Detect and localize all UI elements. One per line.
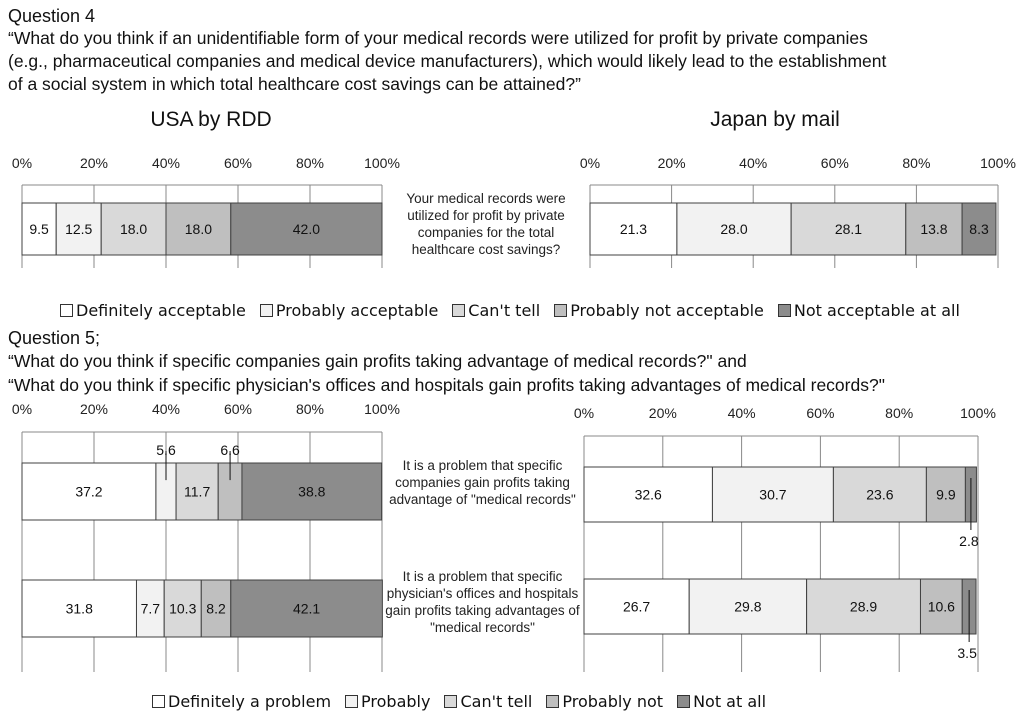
data-label: 3.5 [957, 645, 977, 661]
data-label: 32.6 [634, 486, 662, 503]
tick-label: 80% [295, 155, 325, 171]
tick-label: 60% [806, 405, 835, 421]
data-label: 18.0 [119, 221, 148, 237]
legend-label: Definitely acceptable [76, 301, 246, 320]
legend-label: Probably not [562, 692, 664, 711]
data-label: 9.5 [29, 221, 49, 237]
q5-left-chart [12, 401, 400, 672]
data-label: 26.7 [622, 598, 651, 615]
usa-chart [12, 155, 400, 268]
data-label: 12.5 [65, 221, 93, 237]
data-label: 2.8 [959, 533, 979, 549]
question-4-text-line-2: (e.g., pharmaceutical companies and medical device manufacturers), which would likely lead to the establishment [8, 51, 887, 71]
tick-label: 40% [739, 155, 768, 171]
data-label: 28.9 [849, 598, 878, 615]
question-4-title: Question 4 [8, 6, 96, 26]
tick-label: 20% [79, 401, 109, 417]
q4-category-label: Your medical records were utilized for profit by private companies for the total healthcare cost savings? [406, 191, 566, 257]
legend-label: Can't tell [468, 301, 541, 320]
tick-label: 60% [223, 401, 253, 417]
tick-label: 20% [657, 155, 686, 171]
data-label: 28.0 [720, 221, 748, 237]
tick-label: 20% [648, 405, 677, 421]
data-label: 10.3 [169, 600, 197, 617]
tick-label: 0% [11, 401, 33, 417]
data-label: 30.7 [759, 486, 787, 503]
tick-label: 0% [573, 405, 595, 421]
data-label: 11.7 [184, 483, 211, 500]
data-label: 8.3 [969, 221, 989, 237]
tick-label: 80% [295, 401, 325, 417]
q5-category-label-hospitals: It is a problem that specific physician's offices and hospitals gain profits taking advantages of "medical records" [385, 569, 580, 635]
tick-label: 40% [727, 405, 756, 421]
data-label: 7.7 [140, 600, 161, 617]
tick-label: 100% [364, 155, 400, 171]
data-label: 21.3 [619, 221, 648, 237]
data-label: 31.8 [65, 600, 93, 617]
legend-label: Probably not acceptable [570, 301, 764, 320]
data-label: 38.8 [298, 483, 326, 500]
tick-label: 60% [820, 155, 849, 171]
tick-label: 0% [11, 155, 33, 171]
tick-label: 20% [79, 155, 109, 171]
question-5-title: Question 5; [8, 328, 101, 348]
legend-label: Can't tell [460, 692, 533, 711]
tick-label: 100% [960, 405, 996, 421]
chart-title-japan: Japan by mail [710, 108, 840, 131]
data-label: 42.1 [292, 600, 321, 617]
legend-label: Not at all [693, 692, 767, 711]
legend-label: Not acceptable at all [793, 301, 960, 320]
chart-title-usa: USA by RDD [150, 108, 272, 131]
q5-category-label-companies: It is a problem that specific companies gain profits taking advantage of "medical records" [389, 458, 576, 507]
data-label: 29.8 [734, 598, 762, 615]
question-5-text-line-2: “What do you think if specific physician's offices and hospitals gain profits taking advantages of medical records?" [8, 375, 885, 395]
tick-label: 0% [579, 155, 601, 171]
data-label: 18.0 [184, 221, 213, 237]
data-label: 6.6 [220, 442, 240, 458]
legend-label: Probably acceptable [275, 301, 439, 320]
tick-label: 40% [151, 155, 181, 171]
data-label: 13.8 [920, 221, 948, 237]
data-label: 23.6 [866, 486, 894, 503]
tick-label: 40% [151, 401, 181, 417]
q5-right-chart [574, 405, 996, 672]
tick-label: 80% [902, 155, 931, 171]
question-5-text-line-1: “What do you think if specific companies gain profits taking advantage of medical records?" and [8, 351, 747, 371]
data-label: 28.1 [834, 221, 863, 237]
data-label: 9.9 [936, 486, 956, 503]
tick-label: 100% [980, 155, 1016, 171]
legend-label: Probably [361, 692, 431, 711]
tick-label: 60% [223, 155, 253, 171]
data-label: 5.6 [156, 442, 176, 458]
tick-label: 100% [364, 401, 400, 417]
data-label: 10.6 [927, 598, 955, 615]
data-label: 8.2 [206, 600, 226, 617]
question-4-text-line-3: of a social system in which total healthcare cost savings can be attained?” [8, 74, 581, 94]
data-label: 37.2 [75, 483, 103, 500]
question-4-text-line-1: “What do you think if an unidentifiable form of your medical records were utilized for profit by private companies [8, 28, 868, 48]
japan-chart [580, 155, 1016, 268]
tick-label: 80% [885, 405, 914, 421]
data-label: 42.0 [292, 221, 321, 237]
legend-label: Definitely a problem [168, 692, 332, 711]
